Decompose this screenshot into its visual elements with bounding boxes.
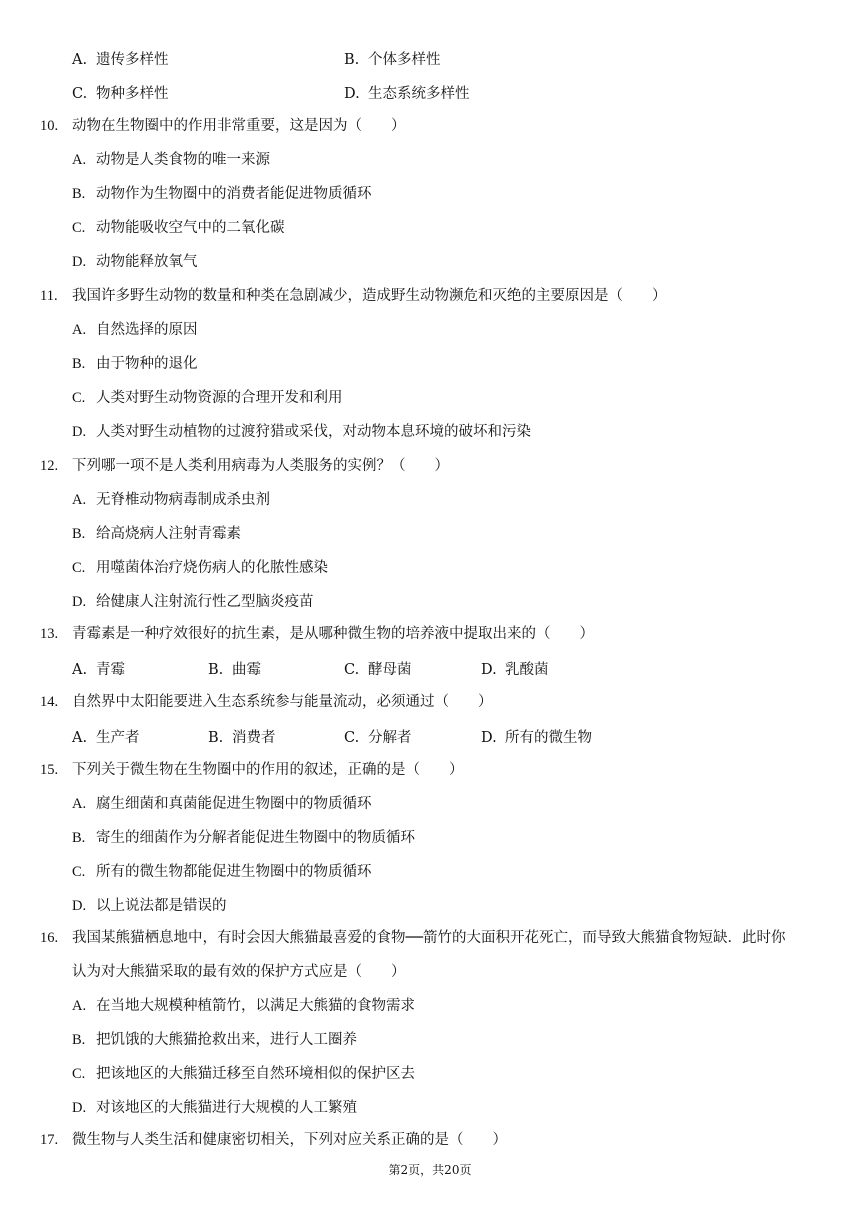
question-17 <box>40 1130 507 1150</box>
q11-option-b <box>72 354 198 374</box>
option-key: B. <box>208 662 224 678</box>
question-number: 10. <box>40 118 59 134</box>
option-key: B. <box>72 356 86 372</box>
question-12 <box>40 456 449 476</box>
q10-option-b <box>72 184 372 204</box>
option-text: 动物能释放氧气 <box>96 254 198 270</box>
q16-option-a <box>72 996 415 1016</box>
option-key: D. <box>72 594 87 610</box>
option-key: D. <box>481 730 497 746</box>
option-key: A. <box>72 152 87 168</box>
q13-option-b <box>208 658 261 679</box>
option-text: 人类对野生动植物的过渡狩猎或采伐，对动物本息环境的破坏和污染 <box>96 424 531 440</box>
question-15 <box>40 760 464 780</box>
question-text: 动物在生物圈中的作用非常重要，这是因为（ ） <box>72 118 406 134</box>
q16-option-b <box>72 1030 357 1050</box>
question-text: 青霉素是一种疗效很好的抗生素，是从哪种微生物的培养液中提取出来的（ ） <box>72 626 594 642</box>
option-text: 寄生的细菌作为分解者能促进生物圈中的物质循环 <box>96 830 415 846</box>
option-key: C. <box>72 864 86 880</box>
option-key: A. <box>72 998 87 1014</box>
question-number: 15. <box>40 762 59 778</box>
option-text: 动物是人类食物的唯一来源 <box>96 152 270 168</box>
option-text: 生产者 <box>96 730 140 746</box>
q14-option-a <box>72 726 140 747</box>
q14-option-d <box>481 726 592 747</box>
option-text: 所有的微生物 <box>505 730 592 746</box>
option-text: 曲霉 <box>232 662 261 678</box>
option-text: 乳酸菌 <box>505 662 549 678</box>
option-text: 腐生细菌和真菌能促进生物圈中的物质循环 <box>96 796 372 812</box>
option-key: D. <box>481 662 497 678</box>
q11-option-c <box>72 388 343 408</box>
q11-option-d <box>72 422 531 442</box>
option-key: A. <box>72 730 88 746</box>
q15-option-a <box>72 794 372 814</box>
option-text: 分解者 <box>368 730 412 746</box>
option-text: 动物作为生物圈中的消费者能促进物质循环 <box>96 186 372 202</box>
question-14 <box>40 692 493 712</box>
q9-option-b <box>344 48 441 69</box>
option-key: C. <box>72 390 86 406</box>
option-key: C. <box>72 1066 86 1082</box>
q16-option-c <box>72 1064 415 1084</box>
option-text: 青霉 <box>96 662 125 678</box>
option-text: 生态系统多样性 <box>368 86 470 102</box>
q14-option-b <box>208 726 276 747</box>
page-footer: 第2页，共20页 <box>388 1163 472 1177</box>
q14-option-c <box>344 726 412 747</box>
option-key: D. <box>72 254 87 270</box>
q10-option-d <box>72 252 198 272</box>
option-key: D. <box>72 1100 87 1116</box>
option-key: D. <box>72 424 87 440</box>
option-key: C. <box>72 220 86 236</box>
q12-option-d <box>72 592 314 612</box>
option-text: 所有的微生物都能促进生物圈中的物质循环 <box>96 864 372 880</box>
question-number: 16. <box>40 930 59 946</box>
q9-option-d <box>344 82 470 103</box>
option-text: 用噬菌体治疗烧伤病人的化脓性感染 <box>96 560 328 576</box>
q13-option-c <box>344 658 412 679</box>
option-text: 由于物种的退化 <box>96 356 198 372</box>
option-text: 给高烧病人注射青霉素 <box>96 526 241 542</box>
q13-option-d <box>481 658 549 679</box>
q9-option-c <box>72 82 169 103</box>
option-text: 自然选择的原因 <box>96 322 198 338</box>
q13-option-a <box>72 658 125 679</box>
q15-option-d <box>72 896 227 916</box>
question-number: 17. <box>40 1132 59 1148</box>
question-text: 我国许多野生动物的数量和种类在急剧减少，造成野生动物濒危和灭绝的主要原因是（ ） <box>72 288 667 304</box>
option-text: 把饥饿的大熊猫抢救出来，进行人工圈养 <box>96 1032 357 1048</box>
q11-option-a <box>72 320 198 340</box>
option-text: 酵母菌 <box>368 662 412 678</box>
q10-option-c <box>72 218 285 238</box>
option-text: 个体多样性 <box>368 52 441 68</box>
option-text: 物种多样性 <box>96 86 169 102</box>
question-text: 微生物与人类生活和健康密切相关，下列对应关系正确的是（ ） <box>72 1132 507 1148</box>
option-key: A. <box>72 796 87 812</box>
option-text: 对该地区的大熊猫进行大规模的人工繁殖 <box>96 1100 357 1116</box>
option-key: C. <box>72 560 86 576</box>
question-11 <box>40 286 667 306</box>
question-text: 下列哪一项不是人类利用病毒为人类服务的实例？（ ） <box>72 458 449 474</box>
q12-option-b <box>72 524 241 544</box>
question-text: 下列关于微生物在生物圈中的作用的叙述，正确的是（ ） <box>72 762 464 778</box>
option-key: D. <box>344 86 360 102</box>
q15-option-b <box>72 828 415 848</box>
option-text: 在当地大规模种植箭竹，以满足大熊猫的食物需求 <box>96 998 415 1014</box>
option-key: A. <box>72 52 88 68</box>
question-number: 11. <box>40 288 58 304</box>
option-text: 消费者 <box>232 730 276 746</box>
option-key: C. <box>72 86 88 102</box>
option-text: 以上说法都是错误的 <box>96 898 227 914</box>
question-16-continued <box>72 962 406 982</box>
option-text: 人类对野生动物资源的合理开发和利用 <box>96 390 343 406</box>
option-key: A. <box>72 662 88 678</box>
question-13 <box>40 624 594 644</box>
question-10 <box>40 116 406 136</box>
option-key: B. <box>208 730 224 746</box>
option-key: B. <box>72 1032 86 1048</box>
option-text: 遗传多样性 <box>96 52 169 68</box>
option-text: 给健康人注射流行性乙型脑炎疫苗 <box>96 594 314 610</box>
option-key: A. <box>72 492 87 508</box>
q16-option-d <box>72 1098 357 1118</box>
question-16 <box>40 928 785 948</box>
option-text: 把该地区的大熊猫迁移至自然环境相似的保护区去 <box>96 1066 415 1082</box>
question-number: 12. <box>40 458 59 474</box>
q15-option-c <box>72 862 372 882</box>
option-key: C. <box>344 662 360 678</box>
option-key: B. <box>72 830 86 846</box>
question-number: 14. <box>40 694 59 710</box>
q9-option-a <box>72 48 169 69</box>
question-text: 自然界中太阳能要进入生态系统参与能量流动，必须通过（ ） <box>72 694 493 710</box>
q12-option-c <box>72 558 328 578</box>
question-text-line1: 我国某熊猫栖息地中，有时会因大熊猫最喜爱的食物──箭竹的大面积开花死亡，而导致大熊猫食物短缺．此时你 <box>72 930 786 946</box>
option-key: B. <box>72 526 86 542</box>
option-key: A. <box>72 322 87 338</box>
question-text-line2: 认为对大熊猫采取的最有效的保护方式应是（ ） <box>72 964 406 980</box>
option-key: B. <box>72 186 86 202</box>
q10-option-a <box>72 150 270 170</box>
q12-option-a <box>72 490 270 510</box>
option-text: 动物能吸收空气中的二氧化碳 <box>96 220 285 236</box>
question-number: 13. <box>40 626 59 642</box>
option-text: 无脊椎动物病毒制成杀虫剂 <box>96 492 270 508</box>
option-key: B. <box>344 52 360 68</box>
option-key: D. <box>72 898 87 914</box>
option-key: C. <box>344 730 360 746</box>
